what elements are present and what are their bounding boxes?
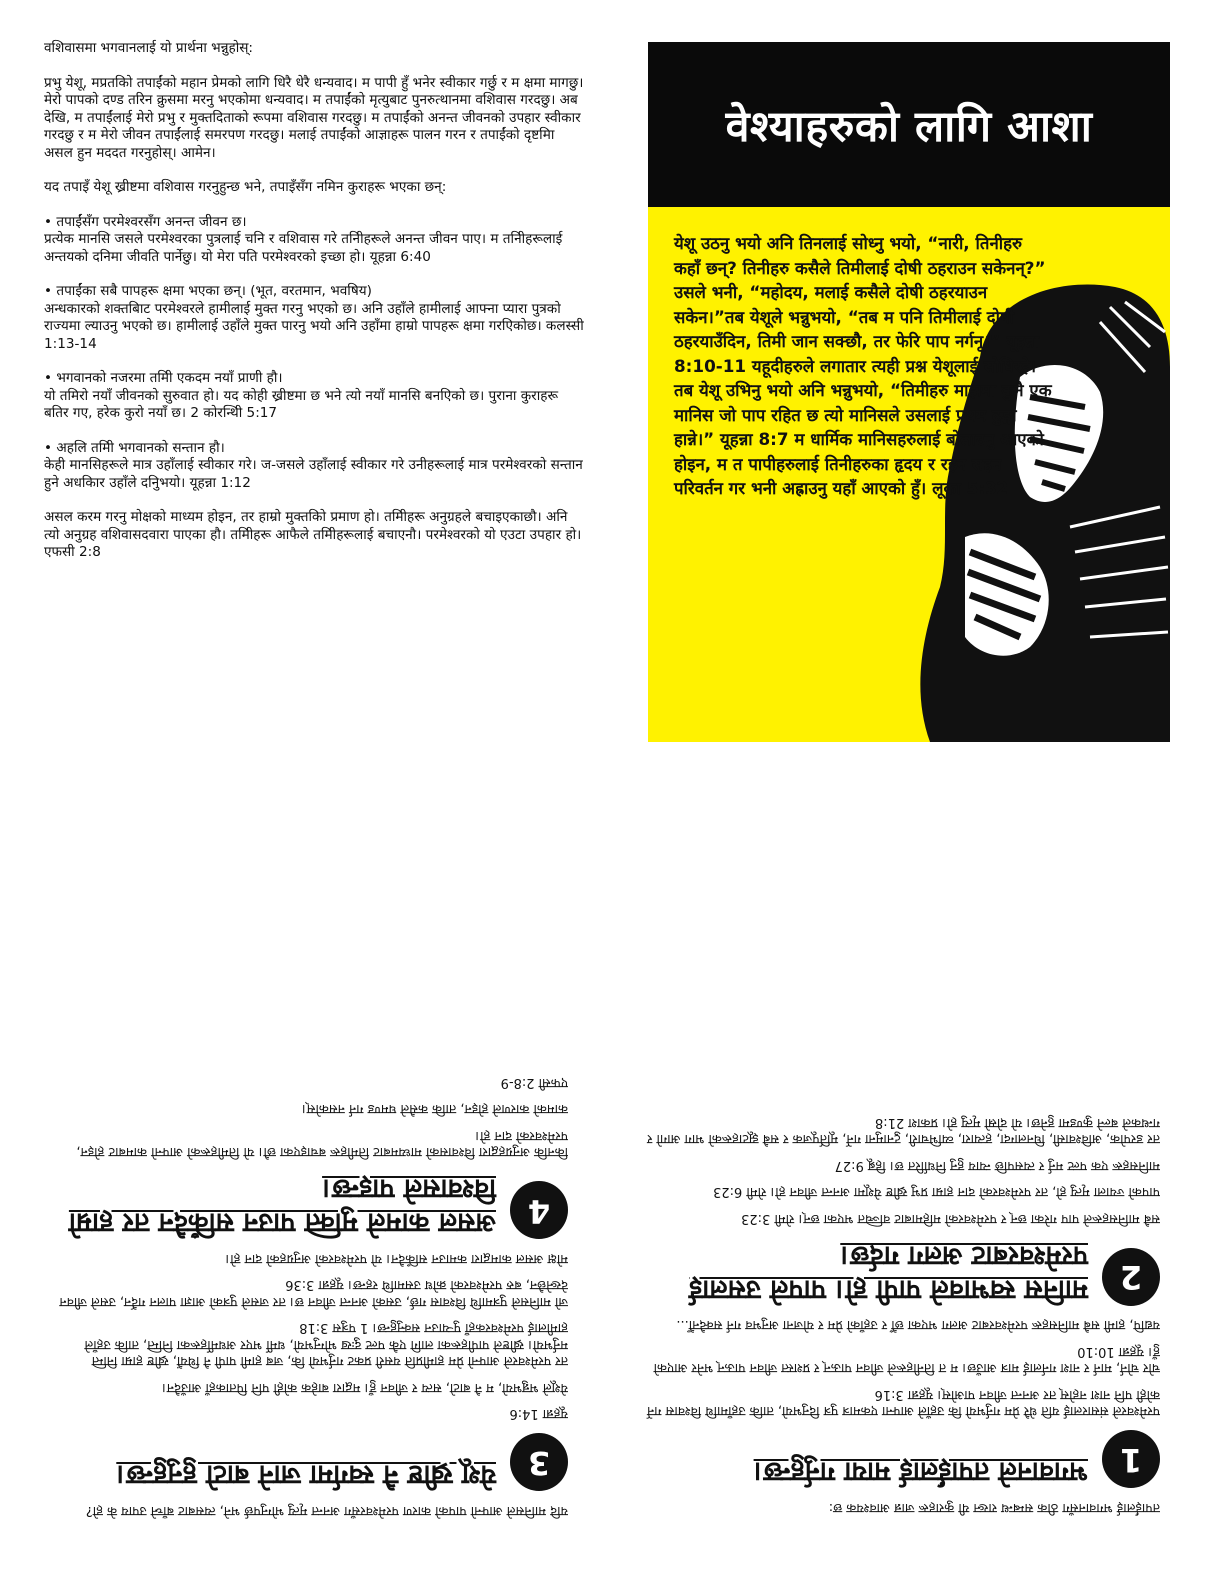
br-intro: तपाईंलाई भगवानसँग ठीक सम्बन्ध राख्न यी कुराहरू जान्न आवश्यक छ: xyxy=(828,1500,1160,1515)
section-4-heading xyxy=(48,1172,568,1240)
sec3-para4: जो मानिसले पुत्रमाथि विश्वास गर्छ, उसको अनन्त जीवन छ। तर जसले पुत्रको आज्ञा पालन गर्दैन, उसले जीवन देख्नेछैन, बरु परमेश्वरको क्रोध उसमाथि रहन्छ। यूहन्ना 3:36 xyxy=(59,1277,568,1309)
sec1-para2: चोर चोर्न, मार्न र नाश गर्नलाई मात्र आउँछ। म त तिनीहरूले जीवन पाऊन् र प्रशस्त जीवन पाऊन् भनेर आएको हुँ। यूहन्ना 10:10 xyxy=(653,1344,1160,1376)
sec1-para1: परमेश्वरले संसारलाई यति धेरै प्रेम गर्नुभयो कि उहाँले आफ्ना एकमात्र पुत्र दिनुभयो, ताकि उहाँमाथि विश्वास गर्ने कोही पनि नाश नहोस् तर अनन्त जीवन पाओस्। यूहन्ना 3:16 xyxy=(646,1387,1160,1419)
section-2-title: मानिस स्वभावले पापी हो। पापले उसलाई परमेश्वरबाट अलग गर्दछ। xyxy=(689,1240,1088,1305)
sec3-para2: येशूले भन्नुभयो, म नै बाटो, सत्य र जीवन हुँ। मद्वारा बाहेक कोही पनि पिताकहाँ आउँदैन। xyxy=(161,1380,568,1395)
sec3-ref: यूहन्ना 14:6 xyxy=(509,1406,568,1422)
section-3-title: येशू ख्रीष्ट नै स्वर्गमा जाने बाटो हुनुहुन्छ। xyxy=(116,1459,496,1491)
bullet-child-of-god xyxy=(44,440,584,493)
section-2-heading xyxy=(640,1238,1160,1306)
sec3-intro: यदि मानिसले आफ्नो पापको कारण परमेश्वरसँग अनन्त मृत्यु भोग्नुपर्छ भने, त्यसबाट बाँच्ने उपाय के हो? xyxy=(85,1503,568,1518)
sec2-para2: पापको ज्याला मृत्यु हो, तर परमेश्वरको दान हाम्रा प्रभु ख्रीष्ट येशूमा अनन्त जीवन हो। रोमी 6:23 xyxy=(713,1184,1160,1200)
section-number-4: 4 xyxy=(510,1182,568,1240)
sec4-para2: किनकि अनुग्रहद्वारा विश्वासको माध्यमबाट तिमीहरू बचाइएका छौ। यो तिमीहरूको आफ्नो कामबाट होइन, परमेश्वरको दान हो। xyxy=(76,1128,568,1160)
bottom-left-panel xyxy=(48,818,568,1518)
section-1-heading xyxy=(640,1431,1160,1489)
bullet-new-creation xyxy=(44,370,584,423)
section-4-title: असल कामले मुक्ति पाउन सकिँदैन तर हाम्रो विश्वासले पाइन्छ। xyxy=(68,1173,496,1239)
sec4-para3: कामको कारणले होइन, ताकि कसैले घमण्ड गर्न नसकोस्। xyxy=(301,1101,568,1117)
bullet-head: • अहलि तमिी भगवानको सन्तान हौ। xyxy=(44,439,225,456)
cover-panel xyxy=(648,42,1170,742)
bullet-head: • तपाईंसँग परमेश्वरसँग अनन्त जीवन छ। xyxy=(44,213,247,230)
bullet-head: • तपाईंका सबै पापहरू क्षमा भएका छन्। (भूत, वरतमान, भवषिय) xyxy=(44,283,372,299)
bullet-body: प्रत्येक मानसि जसले परमेश्वरका पुत्रलाई चनि र वशिवास गरे तनिीहरूले अनन्त जीवन पाए। म तनिीहरूलाई अन्तयको दनिमा जीवति पार्नेछु। यो मेरा पति परमेश्वरको इच्छा हो। यूहन्ना 6:40 xyxy=(44,231,563,265)
cover-header xyxy=(648,42,1170,207)
section-1-title: भगवानले तपाईंलाई माया गर्नुहुन्छ। xyxy=(753,1456,1088,1488)
sec3-para3: तर परमेश्वरले आफ्नो प्रेम हामीप्रति यसरी प्रकट गर्नुभयो कि, जब हामी पापी नै थियौं, ख्रीष्ट हाम्रा निम्ति मर्नुभयो। ख्रीष्टले पापीहरूका लागि एकै पल्ट दुःख भोग्नुभयो, धर्मी भएर अधर्मीहरूका निम्ति, ताकि उहाँले हामीलाई परमेश्वरकहाँ पुर्‍याउन सक्नुहुन्छ। 1 पत्रुस 3:18 xyxy=(84,1320,568,1369)
if-believe: यद तपाइँ येशू ख्रीष्टमा वशिवास गरनुहुन्छ भने, तपाइँसँग नमिन कुराहरू भएका छन्: xyxy=(44,179,447,195)
bottom-right-panel xyxy=(640,850,1160,1515)
prayer-intro: वशिवासमा भगवानलाई यो प्रार्थना भन्नुहोस्: xyxy=(44,40,253,56)
cover-verse-box xyxy=(648,207,1170,742)
sec2-para3: मानिसहरू एक पल्ट मर्नु र त्यसपछि न्याय हुनु निर्धारित छ। हिब्रू 9:27 xyxy=(834,1158,1160,1173)
bullet-eternal-life xyxy=(44,214,584,267)
cover-verse: येशू उठनु भयो अनि तिनलाई सोध्नु भयो, “नारी, तिनीहरु कहाँ छन्? तिनीहरु कसैले तिमीलाई दोषी ठहराउन सकेनन्?” उसले भनी, “महोदय, मलाई कसैले दोषी ठहरयाउन सकेन।”तब येशूले भन्नुभयो, “तब म पनि तिमीलाई दोषी ठहरयाउँदिन, तिमी जान सक्छौ, तर फेरि पाप नर्गनू।” यूहन्ना 8:10-11 यहूदीहरुले लगातार त्यही प्रश्न येशूलाई सोधिरहे। तब येशू उभिनु भयो अनि भन्नुभयो, “तिमीहरु माझमा कुनै एक मानिस जो पाप रहित छ त्यो मानिसले उसलाई प्रथम ढुङ्गा हान्ने।” यूहन्ना 8:7 म धार्मिक मानिसहरुलाई बोलाउनु आएको होइन, म त पापीहरुलाई तिनीहरुका हृदय र रहन सहन परिवर्तन गर भनी अह्राउनु यहाँ आएको हुँ। लूका 5:32 xyxy=(674,233,1052,498)
prayer-body: प्रभु येशू, मप्रतकिो तपाईंको महान प्रेमको लागि धिरै धेरै धन्यवाद। म पापी हुँ भनेर स्वीकार गर्छु र म क्षमा मागछु। मेरो पापको दण्ड तरिन क्रुसमा मरनु भएकोमा धन्यवाद। म तपाईंको मृत्युबाट पुनरुत्थानमा वशिवास गरदछु। अब देखि, म तपाईंलाई मेरो प्रभु र मुक्तदिताको रूपमा वशिवास गरदछु। म तपाईंको अनन्त जीवनको उपहार स्वीकार गरदछु र म मेरो जीवन तपाईंलाई समरपण गरदछु। मलाई तपाईंको आज्ञाहरू पालन गरन र तपाईंको दृष्टमिा असल हुन मददत गरनुहोस्। आमेन। xyxy=(44,74,584,161)
section-3-heading xyxy=(48,1434,568,1492)
sec4-end-note: एफसी 2:8-9 xyxy=(500,1075,568,1090)
section-number-2: 2 xyxy=(1102,1248,1160,1306)
sec2-para1: सबै मानिसहरूले पाप गरेका छन् र परमेश्वरको महिमाबाट वञ्चित भएका छन्। रोमी 3:23 xyxy=(741,1211,1160,1226)
sec4-intro: मोक्ष असल कामद्वारा कमाउन सकिँदैन। यो परमेश्वरको अनुग्रहको दान हो। xyxy=(225,1251,568,1266)
bullet-forgiven xyxy=(44,283,584,353)
bullet-body: यो तमिरो नयाँ जीवनको सुरुवात हो। यद कोही ख्रीष्टमा छ भने त्यो नयाँ मानसि बनएिको छ। पुराना कुराहरू बतिर गए, हरेक कुरो नयाँ छ। 2 कोरन्थिी 5:17 xyxy=(44,387,559,421)
sec2-para4: तर डरपोक, अविश्वासी, घिनलाग्दा, हत्यारा, व्यभिचारी, टुनामुना गर्ने, मूर्तिपूजक र सबै झूटाहरूको भाग आगो र गन्धकले बल्ने कुण्डमा हुनेछ। यो दोस्रो मृत्यु हो। प्रकाश 21:8 xyxy=(647,1115,1160,1147)
prayer-panel xyxy=(44,40,584,740)
bullet-body: अन्धकारको शक्तबिाट परमेश्वरले हामीलाई मुक्त गरनु भएको छ। अनि उहाँले हामीलाई आफ्ना प्यारा पुत्रको राज्यमा ल्याउनु भएको छ। हामीलाई उहाँले मुक्त पारनु भयो अनि उहाँमा हाम्रो पापहरू क्षमा गरएिकोछ। कलस्सी 1:13-14 xyxy=(44,300,584,352)
section-number-1: 1 xyxy=(1102,1431,1160,1489)
bullet-body: केही मानसिहरूले मात्र उहाँलाई स्वीकार गरे। ज-जसले उहाँलाई स्वीकार गरे उनीहरूलाई मात्र परमेश्वरको सन्तान हुने अधकिार उहाँले दनिुभयो। यूहन्ना 1:12 xyxy=(44,457,583,491)
cover-title: वेश्याहरुको लागि आशा xyxy=(725,102,1093,152)
closing-paragraph: असल करम गरनु मोक्षको माध्यम होइन, तर हाम्रो मुक्तकिो प्रमाण हो। तमिीहरू अनुग्रहले बचाइएकाछौ। अनि त्यो अनुग्रह वशिवासदवारा पाएका हौ। तमिीहरू आफैले तमिीहरूलाई बचाएनौ। परमेश्वरको यो एउटा उपहार हो। एफसी 2:8 xyxy=(44,509,582,560)
bullet-head: • भगवानको नजरमा तमिी एकदम नयाँ प्राणी हौ। xyxy=(44,370,283,386)
section-number-3: 3 xyxy=(510,1434,568,1492)
sec1-para3: यद्यपि, हामी सबै मानिसहरू परमेश्वरबाट अलग भएका छौँ र उहाँको प्रेम र योजना अनुभव गर्न सक्दैनौँ... xyxy=(676,1317,1160,1333)
